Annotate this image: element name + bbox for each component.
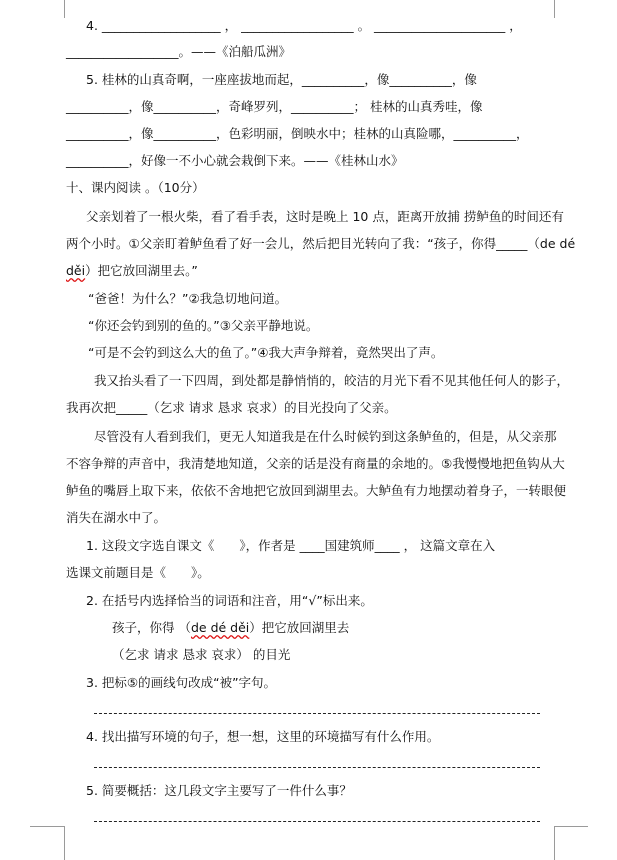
crop-mark-bottom-right-h xyxy=(554,826,588,827)
passage-p3: “你还会钓到别的鱼的。”③父亲平静地说。 xyxy=(88,318,319,333)
crop-mark-bottom-left-v xyxy=(64,826,65,860)
passage-p1-line-2: 两个小时。①父亲盯着鲈鱼看了好一会儿，然后把目光转向了我：“孩子，你得_____（de dé xyxy=(66,236,576,251)
section-10-heading: 十、课内阅读 。（10分） xyxy=(66,180,205,195)
answer-line-4 xyxy=(94,767,540,768)
passage-p1-line-1: 父亲划着了一根火柴，看了看手表，这时是晚上 10 点，距离开放捕 捞鲈鱼的时间还有 xyxy=(86,209,564,224)
q5-line-2: __________，像__________，奇峰罗列，__________； 桂林的山真秀哇，像 xyxy=(66,99,483,114)
passage-p6-line-3: 鲈鱼的嘴唇上取下来，依依不舍地把它放回到湖里去。大鲈鱼有力地摆动着身子，一转眼便 xyxy=(66,483,567,498)
passage-p4: “可是不会钓到这么大的鱼了。”④我大声争辩着，竟然哭出了声。 xyxy=(88,345,444,360)
passage-p1-line-3 xyxy=(66,263,198,279)
question-2-item-b: （乞求 请求 恳求 哀求） 的目光 xyxy=(112,647,291,662)
question-4: 4. 找出描写环境的句子，想一想，这里的环境描写有什么作用。 xyxy=(86,729,440,744)
q5-line-1: 5. 桂林的山真奇啊，一座座拔地而起，__________，像__________，像 xyxy=(86,72,477,87)
passage-p1-line-3-text: ）把它放回湖里去。” xyxy=(85,263,198,278)
answer-line-3 xyxy=(94,713,540,714)
q5-line-3: __________，像__________，色彩明丽，倒映水中；桂林的山真险哪，__________， xyxy=(66,126,529,141)
question-2-item-a xyxy=(112,620,349,636)
question-5: 5. 简要概括：这几段文字主要写了一件什么事？ xyxy=(86,783,352,798)
crop-mark-bottom-right-v xyxy=(554,826,555,860)
passage-p6-line-4: 消失在湖水中了。 xyxy=(66,510,167,525)
crop-mark-top-left-v xyxy=(64,0,65,18)
pinyin-options: de dé děi xyxy=(190,620,250,635)
question-1-line-2: 选课文前题目是《 》。 xyxy=(66,565,210,580)
passage-p5-line-1: 我又抬头看了一下四周，到处都是静悄悄的，皎洁的月光下看不见其他任何人的影子， xyxy=(94,373,570,388)
question-2-item-a-post: ）把它放回湖里去 xyxy=(249,620,350,635)
q4-line-2: __________________。——《泊船瓜洲》 xyxy=(66,44,292,59)
q5-line-4: __________，好像一不小心就会栽倒下来。——《桂林山水》 xyxy=(66,153,404,168)
question-1-line-1: 1. 这段文字选自课文《 》，作者是 ____国建筑师____ ， 这篇文章在入 xyxy=(86,538,496,553)
crop-mark-top-right-v xyxy=(554,0,555,18)
question-2-item-a-pre: 孩子，你得 （ xyxy=(112,620,191,635)
question-3: 3. 把标⑤的画线句改成“被”字句。 xyxy=(86,675,277,690)
passage-p6-line-1: 尽管没有人看到我们，更无人知道我是在什么时候钓到这条鲈鱼的，但是，从父亲那 xyxy=(94,429,557,444)
pinyin-option: děi xyxy=(66,263,86,278)
passage-p6-line-2: 不容争辩的声音中，我清楚地知道，父亲的话是没有商量的余地的。⑤我慢慢地把鱼钩从大 xyxy=(66,456,565,471)
question-2: 2. 在括号内选择恰当的词语和注音，用“√”标出来。 xyxy=(86,593,373,608)
crop-mark-bottom-left-h xyxy=(30,826,64,827)
passage-p2: “爸爸！为什么？”②我急切地问道。 xyxy=(88,291,288,306)
answer-line-5 xyxy=(94,821,540,822)
q4-line-1: 4. ___________________ ， __________________ 。 _____________________ ， xyxy=(86,18,522,33)
passage-p5-line-2: 我再次把_____（乞求 请求 恳求 哀求）的目光投向了父亲。 xyxy=(66,400,397,415)
